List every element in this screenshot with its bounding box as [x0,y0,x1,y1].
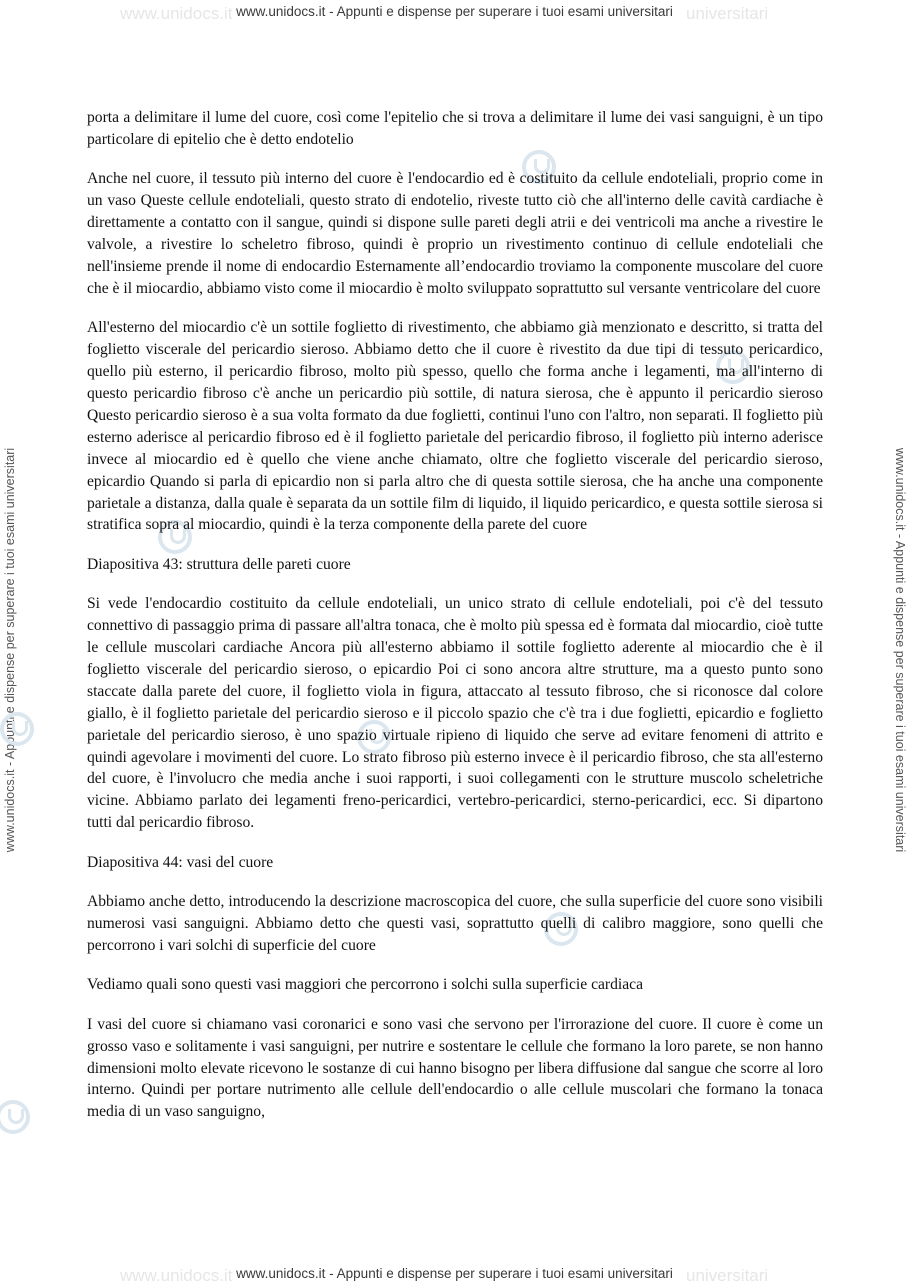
side-watermark-right: www.unidocs.it - Appunti e dispense per superare i tuoi esami universitari [893,447,907,853]
footer-watermark: www.unidocs.it - Appunti e dispense per superare i tuoi esami universitari [236,1266,673,1281]
paragraph: Anche nel cuore, il tessuto più interno del cuore è l'endocardio ed è costituito da cellule endoteliali, proprio come in un vaso Queste cellule endoteliali, questo strato di endotelio, riveste tutto ciò che all'interno delle cavità cardiache è direttamente a contatto con il sangue, quindi si dispone sulle pareti degli atrii e dei ventricoli ma anche a rivestire le valvole, a rivestire lo scheletro fibroso, quindi è proprio un rivestimento continuo di cellule endoteliali che nell'insieme prende il nome di endocardio Esternamente all’endocardio troviamo la componente muscolare del cuore che è il miocardio, abbiamo visto come il miocardio è molto sviluppato soprattutto sul versante ventricolare del cuore [87,170,823,297]
side-watermark-left: www.unidocs.it - Appunti e dispense per superare i tuoi esami universitari [3,447,17,853]
unidocs-logo-icon [0,1100,30,1134]
ghost-watermark-top-left: www.unidocs.it [120,4,233,23]
paragraph: porta a delimitare il lume del cuore, così come l'epitelio che si trova a delimitare il lume dei vasi sanguigni, è un tipo particolare di epitelio che è detto endotelio [87,109,823,148]
paragraph: Si vede l'endocardio costituito da cellule endoteliali, un unico strato di cellule endoteliali, poi c'è del tessuto connettivo di passaggio prima di passare all'altra tonaca, che è molto più spessa ed è formata dal miocardio, cioè tutte le cellule muscolari cardiache Ancora più all'esterno abbiamo il sottile foglietto aderente al miocardio che è il foglietto viscerale del pericardio sieroso, o epicardio Poi ci sono ancora altre strutture, ma a questo punto sono staccate dalla parete del cuore, il foglietto viola in figura, attaccato al tessuto fibroso, che si riconosce dal colore giallo, è il foglietto parietale del pericardio sieroso e il piccolo spazio che c'è tra i due foglietti, epicardio e foglietto parietale del pericardio sieroso, è uno spazio virtuale ripieno di liquido che serve ad evitare fenomeni di attrito e quindi agevolare i movimenti del cuore. Lo strato fibroso più esterno invece è il pericardio fibroso, che sta all'esterno del cuore, è l'involucro che media anche i suoi rapporti, i suoi collegamenti con le strutture muscolo scheletriche vicine. Abbiamo parlato dei legamenti freno-pericardici, vertebro-pericardici, sterno-pericardici, ecc. Si dipartono tutti dal pericardio fibroso. [87,595,823,832]
ghost-watermark-top-right: universitari [686,4,769,23]
paragraph: I vasi del cuore si chiamano vasi coronarici e sono vasi che servono per l'irrorazione del cuore. Il cuore è come un grosso vaso e solitamente i vasi sanguigni, per nutrire e sostentare le cellule che formano la loro parete, se non hanno dimensioni molto elevate ricevono le sostanze di cui hanno bisogno per libera diffusione dal sangue che scorre al loro interno. Quindi per portare nutrimento alle cellule dell'endocardio o alle cellule muscolari che formano la tonaca media di un vaso sanguigno, [87,1015,823,1121]
paragraph: All'esterno del miocardio c'è un sottile foglietto di rivestimento, che abbiamo già menzionato e descritto, si tratta del foglietto viscerale del pericardio sieroso. Abbiamo detto che il cuore è rivestito da due tipi di tessuto pericardico, quello più esterno, il pericardio fibroso, molto più spesso, quello che forma anche i legamenti, ma all'interno di questo pericardio fibroso c'è anche un pericardio più sottile, di natura sierosa, che è appunto il pericardio sieroso Questo pericardio sieroso è a sua volta formato da due foglietti, continui l'uno con l'altro, non separati. Il foglietto più esterno aderisce al pericardio fibroso ed è il foglietto parietale del pericardio fibroso, il foglietto più interno aderisce invece al miocardio ed è quello che viene anche chiamato, oltre che foglietto viscerale del pericardio sieroso, epicardio Quando si parla di epicardio non si parla altro che di questa sottile sierosa, che ha anche una componente parietale a distanza, dalla quale è separata da un sottile film di liquido, il liquido pericardico, e questa sottile sierosa si stratifica sopra al miocardio, quindi è la terza componente della parete del cuore [87,319,823,534]
header-watermark: www.unidocs.it - Appunti e dispense per superare i tuoi esami universitari [236,4,673,19]
document-body [87,107,823,1141]
ghost-watermark-bottom-right: universitari [686,1266,769,1285]
section-heading: Diapositiva 43: struttura delle pareti cuore [87,555,351,573]
unidocs-logo-icon [0,712,34,746]
ghost-watermark-bottom-left: www.unidocs.it [120,1266,233,1285]
section-heading: Diapositiva 44: vasi del cuore [87,853,274,871]
paragraph: Abbiamo anche detto, introducendo la descrizione macroscopica del cuore, che sulla superficie del cuore sono visibili numerosi vasi sanguigni. Abbiamo detto che questi vasi, soprattutto quelli di calibro maggiore, sono quelli che percorrono i vari solchi di superficie del cuore [87,893,823,954]
paragraph: Vediamo quali sono questi vasi maggiori che percorrono i solchi sulla superficie cardiaca [87,976,643,994]
